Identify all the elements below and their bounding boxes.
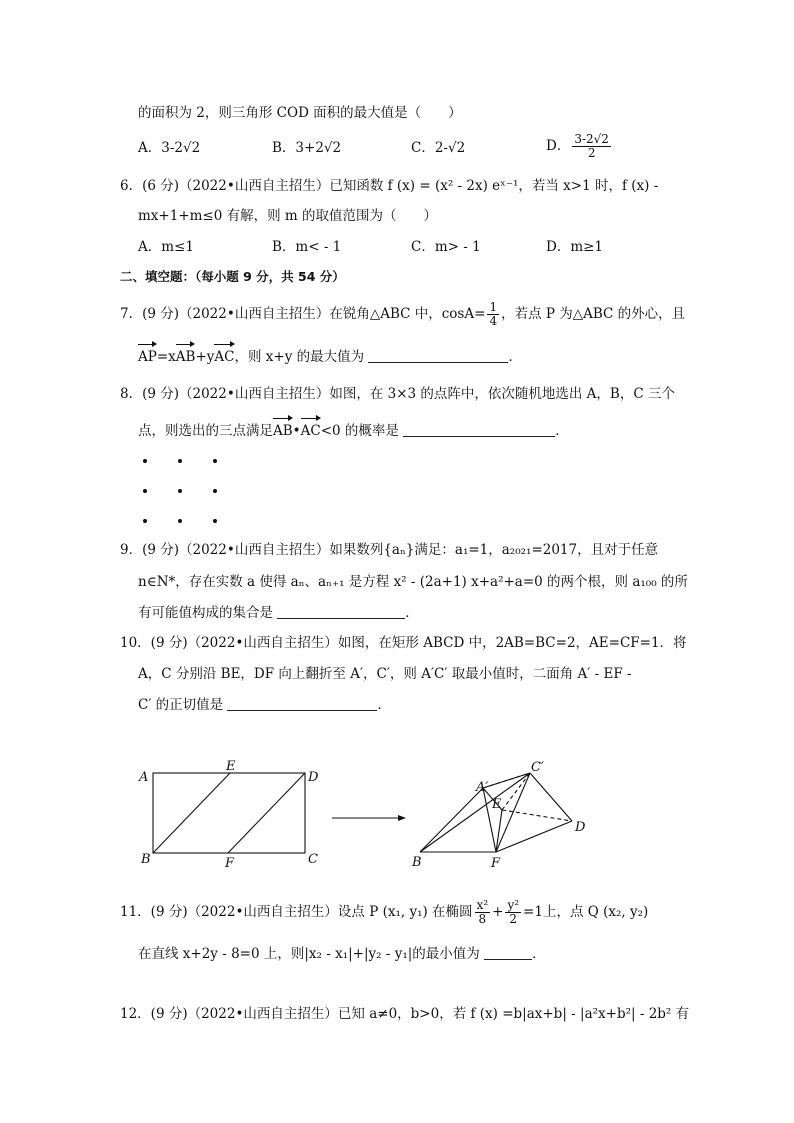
q11-fraction-x bbox=[475, 899, 491, 926]
q9-end: ． bbox=[405, 605, 419, 621]
q5-continuation: 的面积为 2，则三角形 COD 面积的最大值是（ ） bbox=[138, 105, 462, 121]
q10-line3 bbox=[138, 695, 391, 715]
q11-line2 bbox=[138, 944, 546, 964]
q8-dot-operator: • bbox=[292, 423, 301, 439]
q7-frac-den: 4 bbox=[489, 314, 498, 328]
q11-text-c: 在直线 x+2y - 8=0 上，则|x₂ - x₁|+|y₂ - y₁|的最小值为 bbox=[138, 946, 480, 962]
q11-frac-y-num: y² bbox=[507, 898, 520, 912]
label-e2: E bbox=[492, 797, 502, 812]
q7-vector-ap: AP bbox=[138, 349, 157, 365]
q8-text-b: <0 的概率是 bbox=[320, 423, 399, 439]
lattice-dot bbox=[143, 489, 147, 493]
q11-answer-blank[interactable] bbox=[484, 945, 532, 960]
q10-folded-figure bbox=[420, 773, 572, 852]
q11-plus: + bbox=[492, 904, 504, 920]
q8-text-a: 点，则选出的三点满足 bbox=[138, 423, 273, 439]
lattice-dot bbox=[213, 519, 217, 523]
q6-option-d: D．m≥1 bbox=[546, 239, 604, 255]
q7-plus-y: +y bbox=[195, 349, 215, 365]
q11-text-b: =1上，点 Q (x₂, y₂) bbox=[523, 904, 649, 920]
q11-line1 bbox=[120, 899, 648, 926]
q5-option-d bbox=[546, 133, 613, 160]
q5-option-c: C．2-√2 bbox=[411, 140, 466, 156]
q7-vector-ac: AC bbox=[214, 349, 235, 365]
q11-frac-y-den: 2 bbox=[509, 912, 518, 926]
q7-line2 bbox=[138, 347, 522, 367]
section-fill-in-title: 二、填空题：（每小题 9 分，共 54 分） bbox=[120, 269, 345, 284]
label-c: C bbox=[308, 852, 318, 867]
q8-answer-blank[interactable] bbox=[403, 422, 555, 437]
q7-fraction bbox=[487, 301, 499, 328]
q11-fraction-y bbox=[505, 899, 521, 926]
q6-line2: mx+1+m≤0 有解，则 m 的取值范围为（ ） bbox=[138, 208, 438, 224]
lattice-dot bbox=[213, 489, 217, 493]
q5-option-d-num: 3-2√2 bbox=[574, 132, 609, 146]
q5-option-d-label: D． bbox=[546, 138, 571, 154]
q7-text-b: ，若点 P 为△ABC 的外心，且 bbox=[501, 306, 686, 322]
q10-answer-blank[interactable] bbox=[227, 696, 377, 711]
q11-end: ． bbox=[532, 946, 546, 962]
q8-line2 bbox=[138, 421, 569, 441]
label-d2: D bbox=[575, 820, 586, 835]
lattice-dot bbox=[143, 519, 147, 523]
q11-frac-x-den: 8 bbox=[478, 912, 487, 926]
q6-line1: 6．(6 分)（2022•山西自主招生）已知函数 f (x) = (x² - 2x) eˣ⁻¹，若当 x>1 时，f (x) - bbox=[120, 178, 659, 194]
q10-line1: 10．(9 分)（2022•山西自主招生）如图，在矩形 ABCD 中，2AB=BC=2，AE=CF=1．将 bbox=[120, 635, 687, 651]
lattice-dot bbox=[213, 459, 217, 463]
segment-df bbox=[228, 773, 305, 853]
q9-text: 有可能值构成的集合是 bbox=[138, 605, 273, 621]
q6-option-a: A．m≤1 bbox=[138, 239, 194, 255]
label-a-prime: A′ bbox=[476, 780, 489, 795]
q10-figure bbox=[130, 755, 600, 875]
q8-vector-ac: AC bbox=[300, 423, 321, 439]
q7-answer-blank[interactable] bbox=[368, 348, 508, 363]
q7-frac-num: 1 bbox=[489, 300, 498, 314]
segment-be bbox=[153, 773, 230, 853]
q9-line2: n∈N*，存在实数 a 使得 aₙ、aₙ₊₁ 是方程 x² - (2a+1) x+a²+a=0 的两个根，则 a₁₀₀ 的所 bbox=[138, 574, 688, 590]
lattice-dot bbox=[178, 519, 182, 523]
q7-text-c: ，则 x+y 的最大值为 bbox=[234, 349, 365, 365]
q9-answer-blank[interactable] bbox=[277, 604, 405, 619]
label-d: D bbox=[308, 770, 319, 785]
q10-rectangle-figure bbox=[153, 773, 305, 853]
q7-line1 bbox=[120, 301, 685, 328]
q8-vector-ab: AB bbox=[273, 423, 293, 439]
q10-end: ． bbox=[377, 697, 391, 713]
q12-line1: 12．(9 分)（2022•山西自主招生）已知 a≠0，b>0，若 f (x) =b|ax+b| - |a²x+b²| - 2b² 有 bbox=[120, 1006, 690, 1022]
q10-text: C′ 的正切值是 bbox=[138, 697, 224, 713]
label-c-prime: C′ bbox=[531, 760, 544, 775]
q7-vector-ab: AB bbox=[175, 349, 196, 365]
label-b2: B bbox=[412, 855, 422, 870]
q6-option-b: B．m< - 1 bbox=[272, 239, 342, 255]
q8-end: ． bbox=[555, 423, 569, 439]
label-e: E bbox=[226, 759, 236, 774]
q8-line1: 8．(9 分)（2022•山西自主招生）如图，在 3×3 的点阵中，依次随机地选出 A，B，C 三个 bbox=[120, 386, 675, 402]
q7-eq-x: =x bbox=[156, 349, 176, 365]
q9-line1: 9．(9 分)（2022•山西自主招生）如果数列{aₙ}满足：a₁=1，a₂₀₂₁=2017，且对于任意 bbox=[120, 542, 659, 558]
q7-text-a: 7．(9 分)（2022•山西自主招生）在锐角△ABC 中，cosA= bbox=[120, 306, 486, 322]
q11-text-a: 11．(9 分)（2022•山西自主招生）设点 P (x₁, y₁) 在椭圆 bbox=[120, 904, 473, 920]
q10-line2: A，C 分别沿 BE，DF 向上翻折至 A′，C′，则 A′C′ 取最小值时，二面角 A′ - EF - bbox=[138, 666, 632, 682]
arrow bbox=[332, 815, 406, 821]
rectangle-abcd bbox=[153, 773, 305, 853]
label-a: A bbox=[139, 770, 149, 785]
q5-option-a: A．3-2√2 bbox=[138, 140, 201, 156]
lattice-dot bbox=[143, 459, 147, 463]
q5-option-d-fraction bbox=[572, 133, 611, 160]
q9-line3 bbox=[138, 603, 419, 623]
lattice-dot bbox=[178, 489, 182, 493]
q5-option-d-den: 2 bbox=[587, 146, 596, 160]
lattice-dot bbox=[178, 459, 182, 463]
label-f: F bbox=[225, 856, 235, 871]
label-f2: F bbox=[491, 856, 501, 871]
q11-frac-x-num: x² bbox=[476, 898, 489, 912]
q6-option-c: C．m> - 1 bbox=[411, 239, 481, 255]
q7-end: ． bbox=[508, 349, 522, 365]
q5-option-b: B．3+2√2 bbox=[272, 140, 342, 156]
label-b: B bbox=[141, 852, 151, 867]
